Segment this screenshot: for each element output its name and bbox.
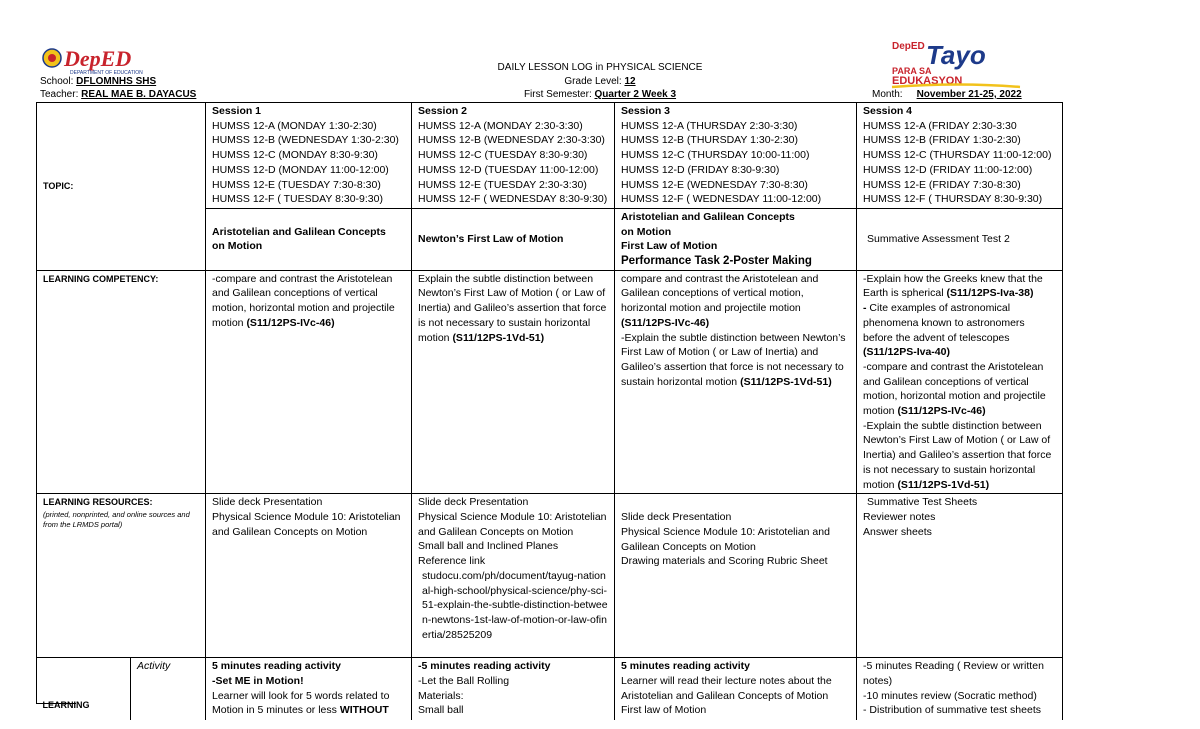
schedule-line: HUMSS 12-B (WEDNESDAY 2:30-3:30) [418,134,605,147]
session-4-schedule [857,103,1063,209]
schedule-line: HUMSS 12-E (TUESDAY 7:30-8:30) [212,178,381,191]
deped-logo [40,44,180,76]
session-4-title: Session 4 [863,105,913,117]
deped-logo-sub: DEPARTMENT OF EDUCATION [70,70,143,76]
topic-text: on Motion [621,225,672,238]
session-3-activity [615,658,857,720]
schedule-line: HUMSS 12-E (FRIDAY 7:30-8:30) [863,178,1021,191]
header-month [872,89,1022,100]
resources-label: LEARNING RESOURCES: [43,497,153,508]
competency-code: (S11/12PS-1Vd-51) [897,478,990,491]
activity-label: Activity [137,660,171,673]
competency-dash: - [863,302,867,315]
resource-item: Answer sheets [863,525,932,538]
resources-note: (printed, nonprinted, and online sources and from the LRMDS portal) [43,509,190,529]
schedule-line: HUMSS 12-A (THURSDAY 2:30-3:30) [621,119,798,132]
resource-item: Reference link [418,555,486,568]
activity-text: Learner will read their lecture notes about the Aristotelian and Galilean Concepts of Motion First law of Motion [621,674,832,717]
session-3-topic [615,208,857,270]
page-bottom-rule [36,703,76,704]
schedule-line: HUMSS 12-C (TUESDAY 8:30-9:30) [418,149,588,162]
schedule-line: HUMSS 12-E (TUESDAY 2:30-3:30) [418,178,587,191]
schedule-line: HUMSS 12-C (MONDAY 8:30-9:30) [212,149,378,162]
document-title: DAILY LESSON LOG in PHYSICAL SCIENCE [497,62,703,73]
session-2-competency [412,270,615,494]
competency-code: (S11/12PS-Iva-38) [946,287,1034,300]
resource-item: Physical Science Module 10: Aristotelian and Galilean Concepts on Motion [621,525,830,553]
school-label: School: [40,76,74,87]
schedule-line: HUMSS 12-D (MONDAY 11:00-12:00) [212,163,389,176]
schedule-line: HUMSS 12-B (THURSDAY 1:30-2:30) [621,134,798,147]
teacher-label: Teacher: [40,89,79,100]
activity-title: 5 minutes reading activity [212,660,341,673]
resource-item: Slide deck Presentation [621,511,732,524]
semester-label: First Semester: [523,89,592,100]
schedule-line: HUMSS 12-A (MONDAY 1:30-2:30) [212,119,377,132]
session-3-resources [615,494,857,658]
competency-text: -Explain the subtle distinction between Newton’s First Law of Motion ( or Law of Inertia) and Galileo’s assertion that force is not necessary to sustain horizontal motion [621,331,846,388]
session-1-competency [206,270,412,494]
competency-text: Cite examples of astronomical phenomena known to astronomers before the advent of telescopes [863,302,1025,344]
session-1-activity [206,658,412,720]
resource-item: Slide deck Presentation [212,496,323,509]
schedule-line: HUMSS 12-D (FRIDAY 11:00-12:00) [863,163,1033,176]
topic-text: Aristotelian and Galilean Concepts on Motion [212,225,386,253]
tayo-logo-sub1: PARA SA [892,66,932,76]
schedule-line: HUMSS 12-F ( WEDNESDAY 8:30-9:30) [418,193,608,206]
competency-text: Explain the subtle distinction between Newton’s First Law of Motion ( or Law of Inertia) and Galileo’s assertion that force is not necessary to sustain horizontal motion [418,272,607,344]
topic-label-cell [37,103,206,271]
activity-text: -Let the Ball Rolling [418,674,510,687]
activity-text: -10 minutes review (Socratic method) [863,689,1037,702]
schedule-line: HUMSS 12-F ( TUESDAY 8:30-9:30) [212,193,383,206]
grade-value: 12 [624,75,636,87]
competency-code: (S11/12PS-IVc-46) [246,316,335,329]
resource-item: Physical Science Module 10: Aristotelian and Galilean Concepts on Motion [212,510,401,538]
resource-item: Physical Science Module 10: Aristotelian and Galilean Concepts on Motion [418,510,607,538]
schedule-line: HUMSS 12-D (TUESDAY 11:00-12:00) [418,163,599,176]
learning-label-cell [37,658,131,720]
schedule-line: HUMSS 12-F ( WEDNESDAY 11:00-12:00) [621,193,822,206]
topic-text: First Law of Motion [621,240,718,253]
resources-label-cell [37,494,206,658]
schedule-line: HUMSS 12-E (WEDNESDAY 7:30-8:30) [621,178,808,191]
activity-subtitle: -Set ME in Motion! [212,674,304,687]
activity-text: - Distribution of summative test sheets [863,704,1041,717]
schedule-line: HUMSS 12-B (FRIDAY 1:30-2:30) [863,134,1021,147]
session-4-activity [857,658,1063,720]
month-value: November 21-25, 2022 [916,89,1022,100]
session-1-title: Session 1 [212,105,262,117]
competency-code: (S11/12PS-IVc-46) [621,316,710,329]
school-value: DFLOMNHS SHS [76,76,157,87]
session-2-activity [412,658,615,720]
competency-text: -Explain the subtle distinction between Newton’s First Law of Motion ( or Law of Inertia) and Galileo’s assertion that force is not necessary to sustain horizontal motion [863,419,1052,491]
session-2-topic [412,208,615,270]
sessions-row [37,103,1063,209]
activity-label-cell [131,658,206,720]
session-1-resources [206,494,412,658]
header-left [40,75,196,101]
page-left-edge [36,640,37,704]
session-3-schedule [615,103,857,209]
tayo-logo-sub2: EDUKASYON [892,75,963,87]
session-2-title: Session 2 [418,105,468,117]
schedule-line: HUMSS 12-B (WEDNESDAY 1:30-2:30) [212,134,399,147]
tayo-logo-deped: DepED [892,41,925,52]
deped-logo-text: DepED [64,46,132,71]
activity-emphasis: WITHOUT [339,704,389,717]
activity-title: -5 minutes reading activity [418,660,551,673]
activity-text: Small ball [418,704,464,717]
month-label: Month: [872,89,903,100]
lesson-log-table [36,102,1063,720]
teacher-value: REAL MAE B. DAYACUS [81,89,197,100]
competency-code: (S11/12PS-Iva-40) [863,346,950,359]
activity-text: -5 minutes Reading ( Review or written notes) [863,660,1044,687]
reference-link[interactable]: studocu.com/ph/document/tayug-national-high-school/physical-science/phy-sci-51-explain-the-subtle-distinction-between-newtons-1st-law-of-motion-or-law-ofinertia/28525209 [422,569,608,641]
session-3-competency [615,270,857,494]
activity-row [37,658,1063,720]
schedule-line: HUMSS 12-A (FRIDAY 2:30-3:30 [863,119,1017,132]
competency-label: LEARNING COMPETENCY: [43,273,159,284]
activity-text: Learner will look for 5 words related to Motion in 5 minutes or less [212,689,390,717]
session-3-title: Session 3 [621,105,671,117]
topic-text: Aristotelian and Galilean Concepts [621,210,795,223]
tayo-logo-main: Tayo [926,40,986,70]
competency-code: (S11/12PS-1Vd-51) [740,375,832,388]
resource-item: Drawing materials and Scoring Rubric Sheet [621,555,828,568]
competency-text: -Explain how the Greeks knew that the Earth is spherical [863,272,1043,300]
competency-row [37,270,1063,494]
topic-text: Newton’s First Law of Motion [418,232,564,245]
resources-row [37,494,1063,658]
schedule-line: HUMSS 12-C (THURSDAY 10:00-11:00) [621,149,810,162]
activity-text: Materials: [418,689,464,702]
session-1-schedule [206,103,412,209]
tayo-edukasyon-logo [890,38,1030,90]
learning-label: LEARNING [42,700,90,711]
grade-label: Grade Level: [564,75,622,87]
resource-item: Reviewer notes [863,510,936,523]
schedule-line: HUMSS 12-F ( THURSDAY 8:30-9:30) [863,193,1043,206]
competency-text: -compare and contrast the Aristotelean and Galilean conceptions of vertical motion, horizontal motion and projectile motion [863,360,1046,418]
session-1-topic [206,208,412,270]
performance-task: Performance Task 2-Poster Making [621,255,812,268]
topic-label: TOPIC: [43,181,74,192]
schedule-line: HUMSS 12-D (FRIDAY 8:30-9:30) [621,163,780,176]
session-4-resources [857,494,1063,658]
resource-item: Small ball and Inclined Planes [418,540,559,553]
activity-title: 5 minutes reading activity [621,660,750,673]
resource-item: Slide deck Presentation [418,496,529,509]
competency-text: -compare and contrast the Aristotelean and Galilean conceptions of vertical motion, horizontal motion and projectile motion [212,272,395,329]
topic-text: Summative Assessment Test 2 [867,232,1010,245]
competency-code: (S11/12PS-IVc-46) [897,405,986,418]
schedule-line: HUMSS 12-A (MONDAY 2:30-3:30) [418,119,583,132]
header-center [440,61,760,102]
resource-item: Summative Test Sheets [867,496,978,509]
session-4-topic [857,208,1063,270]
session-2-schedule [412,103,615,209]
semester-value: Quarter 2 Week 3 [594,89,677,100]
competency-text: compare and contrast the Aristotelean and Galilean conceptions of vertical motion, horizontal motion and projectile motion [621,272,819,315]
schedule-line: HUMSS 12-C (THURSDAY 11:00-12:00) [863,149,1052,162]
session-2-resources [412,494,615,658]
session-4-competency [857,270,1063,494]
competency-label-cell [37,270,206,494]
competency-code: (S11/12PS-1Vd-51) [452,331,545,344]
